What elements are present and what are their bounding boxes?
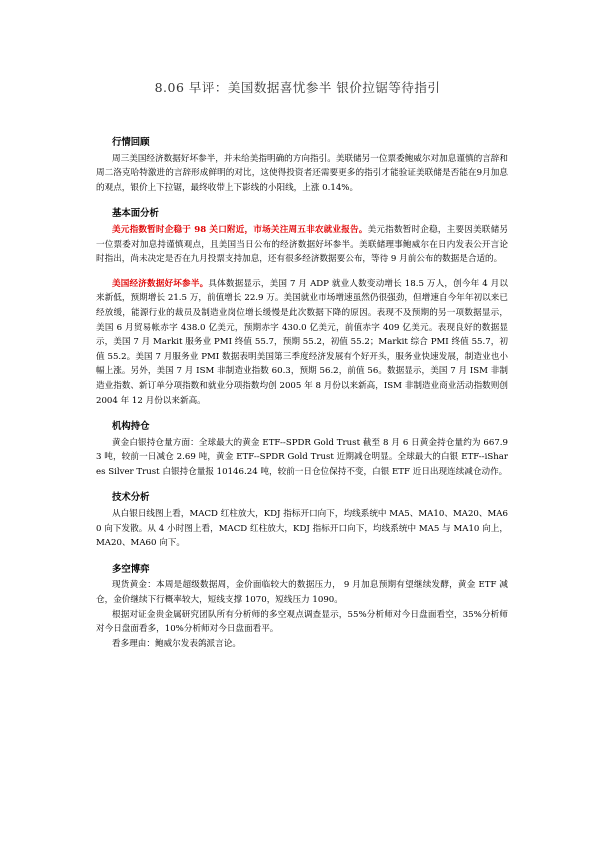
technical-paragraph: 从白银日线图上看，MACD 红柱放大，KDJ 指标开口向下，均线系统中 MA5、MA10、MA20、MA60 向下发散。从 4 小时图上看，MACD 红柱放大，KDJ 指标开口向下，均线系统中 MA5 与 MA10 向上，MA20、MA60 向下。 xyxy=(96,509,508,549)
fundamental-highlight-1: 美元指数暂时企稳于 98 关口附近，市场关注周五非农就业报告。 xyxy=(112,224,368,235)
document-body xyxy=(96,136,508,663)
section-technical-analysis xyxy=(96,491,508,550)
section-heading-sentiment: 多空博弈 xyxy=(112,563,150,575)
holdings-paragraph: 黄金白银持仓量方面：全球最大的黄金 ETF--SPDR Gold Trust 截至 8 月 6 日黄金持仓量约为 667.93 吨，较前一日减仓 2.69 吨，黄金 ETF--SPDR Gold Trust 近期减仓明显。全球最大的白银 ETF--iShares Silver Trust 白银持仓量报 10146.24 吨，较前一日仓位保持不变，白银 ETF 近日出现连续减仓动作。 xyxy=(96,437,508,477)
document-title: 8.06 早评：美国数据喜忧参半 银价拉锯等待指引 xyxy=(154,80,441,95)
fundamental-text-1: 美元指数暂时企稳，主要因美联储另一位票委对加息持谨慎观点，且美国当日公布的经济数据好坏参半。美联储理事鲍威尔在日内发表公开言论时指出，尚未决定是否在九月投票支持加息，还有很多经济数据要公布，等待 9 月前公布的数据是合适的。 xyxy=(96,224,508,265)
sentiment-paragraph-1: 现货黄金：本周是超级数据周，金价面临较大的数据压力， 9 月加息预期有望继续发酵，黄金 ETF 减仓，金价继续下行概率较大，短线支撑 1070，短线压力 1090。 xyxy=(96,580,508,606)
section-institutional-holdings xyxy=(96,420,508,479)
paragraph-spacer xyxy=(96,267,508,277)
section-heading-holdings: 机构持仓 xyxy=(112,421,150,433)
review-paragraph: 周三美国经济数据好坏参半，并未给美指明确的方向指引。美联储另一位票委鲍威尔对加息谨慎的言辞和周二洛克哈特激进的言辞形成鲜明的对比，这使得投资者还需要更多的指引才能验证美联储是否能在9月加息的观点，银价上下拉锯，最终收带上下影线的小阳线，上涨 0.14%。 xyxy=(96,153,508,193)
fundamental-highlight-2: 美国经济数据好坏参半。 xyxy=(112,278,209,289)
sentiment-paragraph-2: 根据对证金贵金属研究团队所有分析师的多空观点调查显示，55%分析师对今日盘面看空，35%分析师对今日盘面看多，10%分析师对今日盘面看平。 xyxy=(96,609,508,635)
section-fundamental-analysis xyxy=(96,207,508,408)
section-heading-technical: 技术分析 xyxy=(112,492,150,504)
section-bull-bear xyxy=(96,563,508,652)
section-heading-review: 行情回顾 xyxy=(112,137,150,148)
section-market-review xyxy=(96,136,508,195)
fundamental-paragraph-2 xyxy=(96,277,508,408)
fundamental-text-2: 具体数据显示，美国 7 月 ADP 就业人数变动增长 18.5 万人，创今年 4 月以来新低，预期增长 21.5 万，前值增长 22.9 万。美国就业市场增速虽然仍很强劲，但增速自今年年初以来已经放缓，能源行业的裁员及制造业岗位增长缓慢是此次数据下降的原因。表现不及预期的另一项数据显示，美国 6 月贸易帐赤字 438.0 亿美元，预期赤字 430.0 亿美元，前值赤字 409 亿美元。表现良好的数据显示，美国 7 月 Markit 服务业 PMI 终值 55.7，预期 55.2，初值 55.2；Markit 综合 PMI 终值 55.7，初值 55.2。美国 7 月服务业 PMI 数据表明美国第三季度经济发展有个好开头，服务业快速发展，制造业也小幅上涨。另外，美国 7 月 ISM 非制造业指数 60.3，预期 56.2，前值 56。数据显示，美国 7 月 ISM 非制造业指数、新订单分项指数和就业分项指数均创 2005 年 8 月份以来新高，ISM 非制造业商业活动指数则创 2004 年 12 月份以来新高。 xyxy=(96,278,508,406)
section-heading-fundamental: 基本面分析 xyxy=(112,208,159,220)
fundamental-paragraph-1 xyxy=(96,223,508,267)
sentiment-paragraph-3: 看多理由：鲍威尔发表鸽派言论。 xyxy=(112,638,241,649)
